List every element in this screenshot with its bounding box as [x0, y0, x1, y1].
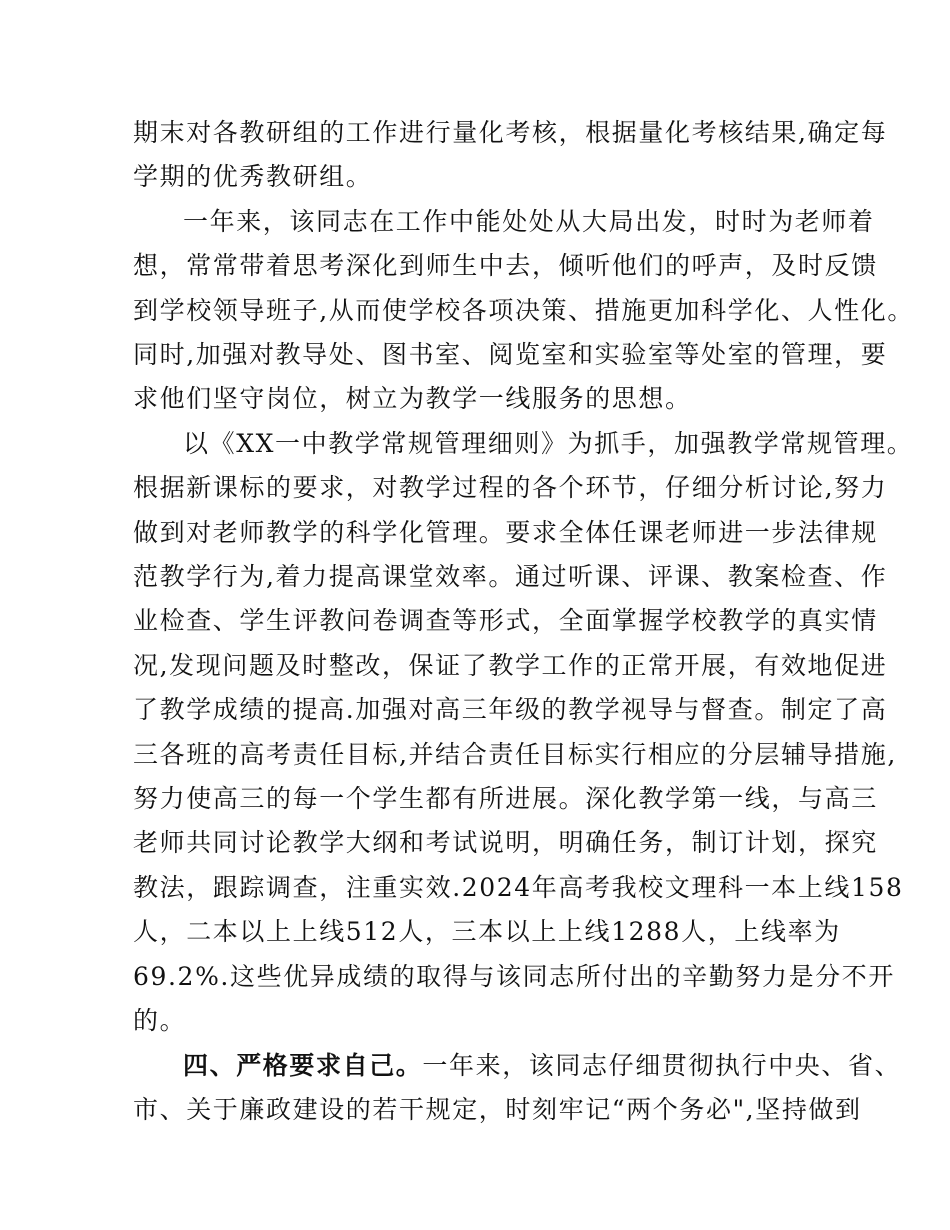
text-line-8: 以《XX一中教学常规管理细则》为抓手，加强教学常规管理。 [183, 429, 914, 458]
section-heading: 四、严格要求自己。 [183, 1051, 423, 1080]
text-line-3: 一年来，该同志在工作中能处处从大局出发，时时为老师着 [183, 207, 875, 236]
text-line-9: 根据新课标的要求，对教学过程的各个环节，仔细分析讨论,努力 [133, 473, 888, 502]
text-line-13: 况,发现问题及时整改，保证了教学工作的正常开展，有效地促进 [133, 651, 888, 680]
text-line-18: 教法，跟踪调查，注重实效.2024年高考我校文理科一本上线158 [133, 873, 904, 902]
text-line-21: 的。 [133, 1006, 187, 1035]
text-line-10: 做到对老师教学的科学化管理。要求全体任课老师进一步法律规 [133, 518, 878, 547]
text-line-16: 努力使高三的每一个学生都有所进展。深化教学第一线，与高三 [133, 784, 878, 813]
text-line-5: 到学校领导班子,从而使学校各项决策、措施更加科学化、人性化。 [133, 296, 914, 325]
text-line-4: 想，常常带着思考深化到师生中去，倾听他们的呼声，及时反馈 [133, 251, 878, 280]
text-line-6: 同时,加强对教导处、图书室、阅览室和实验室等处室的管理，要 [133, 340, 888, 369]
text-line-1: 期末对各教研组的工作进行量化考核，根据量化考核结果,确定每 [133, 118, 888, 147]
text-line-14: 了教学成绩的提高.加强对高三年级的教学视导与督查。制定了高 [133, 695, 888, 724]
text-line-2: 学期的优秀教研组。 [133, 162, 373, 191]
text-line-23: 市、关于廉政建设的若干规定，时刻牢记“两个务必",坚持做到 [133, 1095, 862, 1124]
text-line-11: 范教学行为,着力提高课堂效率。通过听课、评课、教案检查、作 [133, 562, 888, 591]
text-line-19: 人，二本以上上线512人，三本以上上线1288人，上线率为 [133, 917, 841, 946]
text-line-12: 业检查、学生评教问卷调查等形式，全面掌握学校教学的真实情 [133, 606, 878, 635]
text-line-22 [183, 1050, 908, 1082]
text-line-17: 老师共同讨论教学大纲和考试说明，明确任务，制订计划，探究 [133, 828, 878, 857]
section-heading-continuation: 一年来，该同志仔细贯彻执行中央、省、 [422, 1051, 902, 1080]
text-line-20: 69.2%.这些优异成绩的取得与该同志所付出的辛勤努力是分不开 [133, 962, 895, 991]
text-line-7: 求他们坚守岗位，树立为教学一线服务的思想。 [133, 384, 692, 413]
text-line-15: 三各班的高考责任目标,并结合责任目标实行相应的分层辅导措施, [133, 740, 897, 769]
